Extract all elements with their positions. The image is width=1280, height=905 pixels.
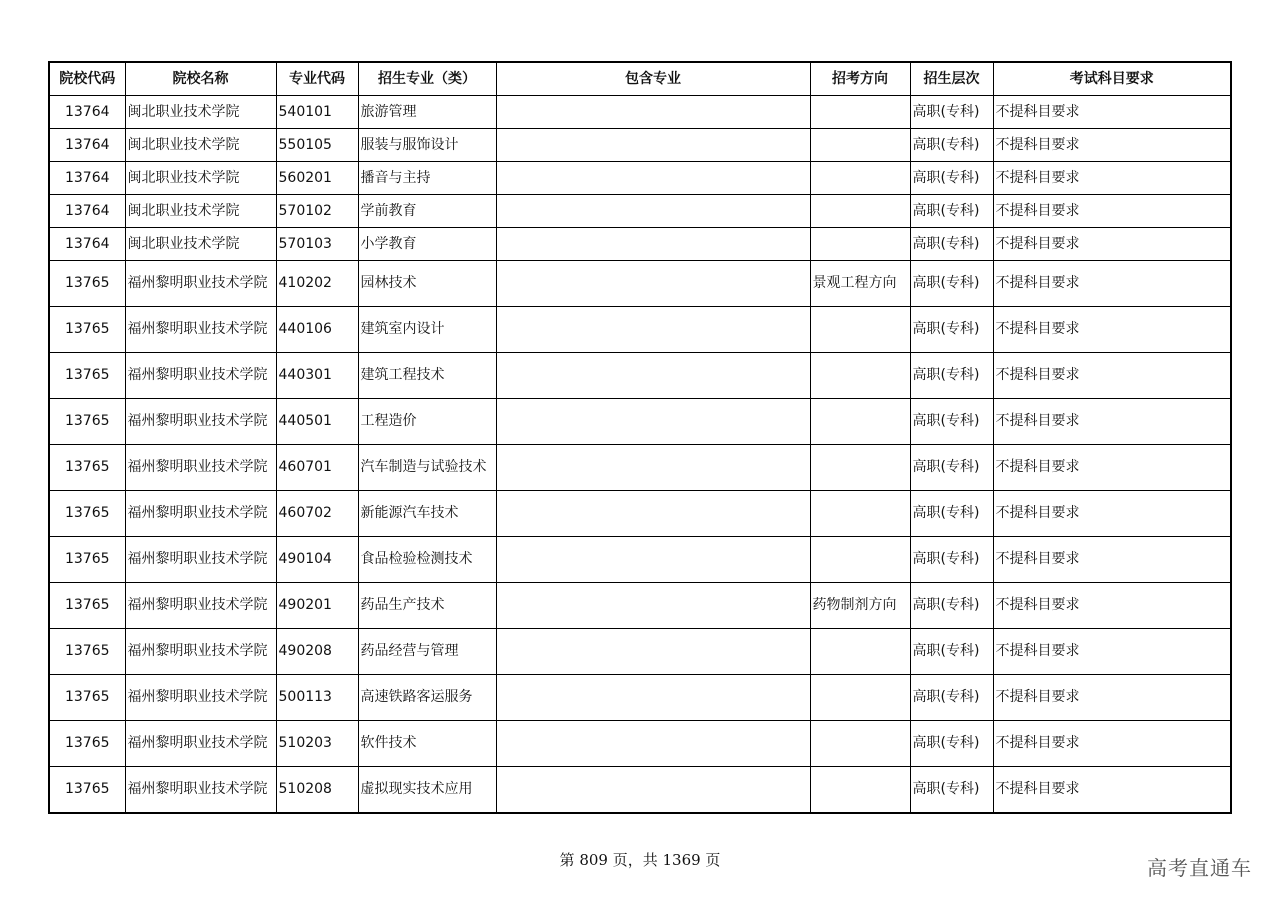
cell-major-code: 490104: [276, 537, 358, 583]
header-school-code: 院校代码: [49, 62, 125, 96]
cell-included-majors: [496, 583, 810, 629]
cell-included-majors: [496, 399, 810, 445]
cell-school-name: 福州黎明职业技术学院: [125, 537, 276, 583]
cell-school-name: 福州黎明职业技术学院: [125, 583, 276, 629]
cell-direction: [810, 307, 910, 353]
cell-level: 高职(专科): [910, 261, 993, 307]
cell-direction: [810, 353, 910, 399]
cell-included-majors: [496, 445, 810, 491]
table-row: [49, 491, 1231, 537]
cell-major-code: 490201: [276, 583, 358, 629]
cell-level: 高职(专科): [910, 445, 993, 491]
cell-major: 小学教育: [358, 228, 496, 261]
table-row: [49, 767, 1231, 814]
cell-requirement: 不提科目要求: [993, 583, 1231, 629]
cell-major-code: 440106: [276, 307, 358, 353]
cell-level: 高职(专科): [910, 767, 993, 814]
cell-school-code: 13764: [49, 96, 125, 129]
cell-included-majors: [496, 162, 810, 195]
cell-level: 高职(专科): [910, 675, 993, 721]
watermark: 高考直通车: [1147, 856, 1252, 880]
table-row: [49, 537, 1231, 583]
cell-direction: [810, 399, 910, 445]
cell-included-majors: [496, 96, 810, 129]
cell-school-name: 福州黎明职业技术学院: [125, 675, 276, 721]
cell-school-name: 福州黎明职业技术学院: [125, 721, 276, 767]
cell-major: 园林技术: [358, 261, 496, 307]
cell-school-name: 福州黎明职业技术学院: [125, 491, 276, 537]
cell-school-code: 13765: [49, 445, 125, 491]
cell-major: 虚拟现实技术应用: [358, 767, 496, 814]
cell-major-code: 510208: [276, 767, 358, 814]
cell-major-code: 550105: [276, 129, 358, 162]
cell-school-code: 13764: [49, 162, 125, 195]
cell-included-majors: [496, 721, 810, 767]
cell-school-code: 13765: [49, 583, 125, 629]
page-footer: 第 809 页，共 1369 页: [559, 851, 721, 869]
cell-school-code: 13765: [49, 675, 125, 721]
cell-school-code: 13765: [49, 767, 125, 814]
cell-school-name: 福州黎明职业技术学院: [125, 445, 276, 491]
cell-school-name: 闽北职业技术学院: [125, 96, 276, 129]
cell-major: 食品检验检测技术: [358, 537, 496, 583]
cell-direction: [810, 537, 910, 583]
cell-major: 药品生产技术: [358, 583, 496, 629]
cell-level: 高职(专科): [910, 96, 993, 129]
cell-direction: [810, 228, 910, 261]
cell-included-majors: [496, 537, 810, 583]
cell-major-code: 500113: [276, 675, 358, 721]
cell-included-majors: [496, 491, 810, 537]
cell-school-code: 13765: [49, 629, 125, 675]
cell-requirement: 不提科目要求: [993, 162, 1231, 195]
table-row: [49, 162, 1231, 195]
cell-direction: [810, 491, 910, 537]
cell-school-code: 13764: [49, 228, 125, 261]
cell-major-code: 510203: [276, 721, 358, 767]
cell-major-code: 410202: [276, 261, 358, 307]
header-level: 招生层次: [910, 62, 993, 96]
cell-level: 高职(专科): [910, 721, 993, 767]
cell-direction: 景观工程方向: [810, 261, 910, 307]
cell-requirement: 不提科目要求: [993, 721, 1231, 767]
cell-school-code: 13764: [49, 195, 125, 228]
cell-school-name: 闽北职业技术学院: [125, 195, 276, 228]
cell-level: 高职(专科): [910, 162, 993, 195]
cell-level: 高职(专科): [910, 307, 993, 353]
table-row: [49, 721, 1231, 767]
cell-school-code: 13765: [49, 721, 125, 767]
cell-major: 学前教育: [358, 195, 496, 228]
cell-major-code: 540101: [276, 96, 358, 129]
cell-requirement: 不提科目要求: [993, 96, 1231, 129]
cell-included-majors: [496, 307, 810, 353]
table-row: [49, 96, 1231, 129]
cell-major: 汽车制造与试验技术: [358, 445, 496, 491]
cell-level: 高职(专科): [910, 583, 993, 629]
cell-level: 高职(专科): [910, 399, 993, 445]
cell-included-majors: [496, 261, 810, 307]
cell-school-code: 13765: [49, 307, 125, 353]
cell-included-majors: [496, 353, 810, 399]
cell-requirement: 不提科目要求: [993, 307, 1231, 353]
cell-direction: [810, 721, 910, 767]
cell-requirement: 不提科目要求: [993, 537, 1231, 583]
cell-major-code: 440501: [276, 399, 358, 445]
cell-direction: 药物制剂方向: [810, 583, 910, 629]
cell-school-code: 13765: [49, 353, 125, 399]
cell-school-code: 13764: [49, 129, 125, 162]
cell-included-majors: [496, 228, 810, 261]
cell-school-name: 闽北职业技术学院: [125, 129, 276, 162]
cell-major-code: 570102: [276, 195, 358, 228]
cell-major: 播音与主持: [358, 162, 496, 195]
cell-school-name: 福州黎明职业技术学院: [125, 353, 276, 399]
header-included-majors: 包含专业: [496, 62, 810, 96]
cell-requirement: 不提科目要求: [993, 195, 1231, 228]
cell-level: 高职(专科): [910, 129, 993, 162]
cell-school-name: 福州黎明职业技术学院: [125, 629, 276, 675]
cell-major: 高速铁路客运服务: [358, 675, 496, 721]
cell-major: 工程造价: [358, 399, 496, 445]
table-row: [49, 445, 1231, 491]
cell-school-code: 13765: [49, 537, 125, 583]
cell-included-majors: [496, 629, 810, 675]
cell-requirement: 不提科目要求: [993, 767, 1231, 814]
header-direction: 招考方向: [810, 62, 910, 96]
cell-included-majors: [496, 129, 810, 162]
cell-major: 建筑工程技术: [358, 353, 496, 399]
cell-major: 新能源汽车技术: [358, 491, 496, 537]
cell-direction: [810, 162, 910, 195]
cell-level: 高职(专科): [910, 537, 993, 583]
header-major-code: 专业代码: [276, 62, 358, 96]
cell-school-name: 闽北职业技术学院: [125, 162, 276, 195]
cell-level: 高职(专科): [910, 353, 993, 399]
cell-major-code: 440301: [276, 353, 358, 399]
table-header-row: [49, 62, 1231, 96]
cell-direction: [810, 767, 910, 814]
table-row: [49, 261, 1231, 307]
cell-level: 高职(专科): [910, 195, 993, 228]
cell-included-majors: [496, 767, 810, 814]
cell-major-code: 490208: [276, 629, 358, 675]
cell-requirement: 不提科目要求: [993, 675, 1231, 721]
table-row: [49, 307, 1231, 353]
cell-direction: [810, 675, 910, 721]
cell-direction: [810, 129, 910, 162]
cell-direction: [810, 195, 910, 228]
cell-school-name: 福州黎明职业技术学院: [125, 307, 276, 353]
cell-school-name: 福州黎明职业技术学院: [125, 261, 276, 307]
cell-requirement: 不提科目要求: [993, 399, 1231, 445]
header-requirement: 考试科目要求: [993, 62, 1231, 96]
admissions-table: [48, 61, 1232, 814]
cell-direction: [810, 96, 910, 129]
cell-major-code: 460702: [276, 491, 358, 537]
cell-school-name: 福州黎明职业技术学院: [125, 767, 276, 814]
table-row: [49, 228, 1231, 261]
cell-level: 高职(专科): [910, 629, 993, 675]
cell-school-code: 13765: [49, 491, 125, 537]
cell-requirement: 不提科目要求: [993, 445, 1231, 491]
cell-requirement: 不提科目要求: [993, 629, 1231, 675]
cell-school-code: 13765: [49, 399, 125, 445]
cell-level: 高职(专科): [910, 491, 993, 537]
cell-level: 高职(专科): [910, 228, 993, 261]
cell-major: 药品经营与管理: [358, 629, 496, 675]
cell-requirement: 不提科目要求: [993, 491, 1231, 537]
cell-requirement: 不提科目要求: [993, 228, 1231, 261]
header-school-name: 院校名称: [125, 62, 276, 96]
cell-requirement: 不提科目要求: [993, 261, 1231, 307]
table-row: [49, 129, 1231, 162]
table-row: [49, 399, 1231, 445]
cell-major: 建筑室内设计: [358, 307, 496, 353]
cell-requirement: 不提科目要求: [993, 129, 1231, 162]
cell-requirement: 不提科目要求: [993, 353, 1231, 399]
cell-major: 服装与服饰设计: [358, 129, 496, 162]
header-major: 招生专业（类）: [358, 62, 496, 96]
table-row: [49, 675, 1231, 721]
table-row: [49, 583, 1231, 629]
cell-major-code: 460701: [276, 445, 358, 491]
cell-major: 旅游管理: [358, 96, 496, 129]
cell-major-code: 560201: [276, 162, 358, 195]
cell-school-name: 福州黎明职业技术学院: [125, 399, 276, 445]
cell-school-code: 13765: [49, 261, 125, 307]
table-row: [49, 195, 1231, 228]
cell-major-code: 570103: [276, 228, 358, 261]
table-row: [49, 353, 1231, 399]
cell-included-majors: [496, 675, 810, 721]
cell-included-majors: [496, 195, 810, 228]
cell-school-name: 闽北职业技术学院: [125, 228, 276, 261]
cell-direction: [810, 629, 910, 675]
cell-major: 软件技术: [358, 721, 496, 767]
cell-direction: [810, 445, 910, 491]
table-row: [49, 629, 1231, 675]
